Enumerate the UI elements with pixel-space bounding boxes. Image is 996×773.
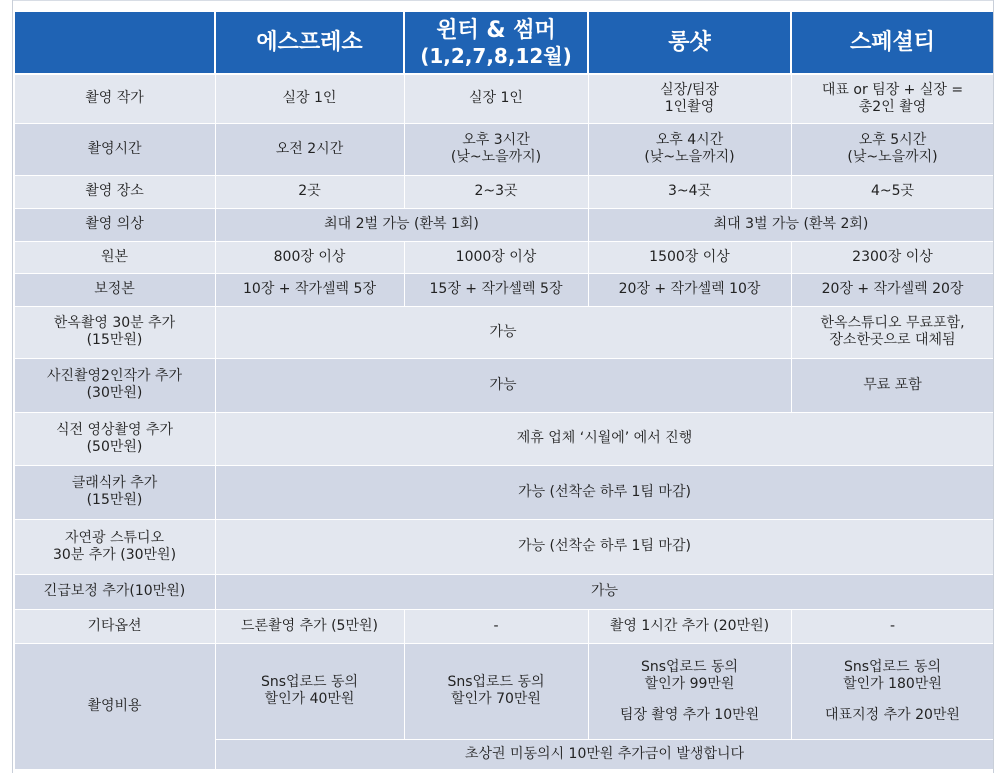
cell: 최대 3벌 가능 (환복 2회) bbox=[588, 208, 994, 241]
row-location bbox=[14, 175, 994, 208]
cell: 가능 (선착순 하루 1팀 마감) bbox=[215, 519, 994, 574]
row-label: 원본 bbox=[14, 241, 215, 273]
cell: 초상권 미동의시 10만원 추가금이 발생합니다 bbox=[215, 739, 994, 769]
row-originals bbox=[14, 241, 994, 273]
row-label: 긴급보정 추가(10만원) bbox=[14, 574, 215, 609]
row-video bbox=[14, 412, 994, 465]
row-time bbox=[14, 123, 994, 175]
row-label: 자연광 스튜디오 30분 추가 (30만원) bbox=[14, 519, 215, 574]
cell: 대표 or 팀장 + 실장 = 총2인 촬영 bbox=[791, 74, 994, 123]
cell: 오후 5시간 (낮~노을까지) bbox=[791, 123, 994, 175]
row-classic-car bbox=[14, 465, 994, 519]
cell: 1500장 이상 bbox=[588, 241, 791, 273]
top-border bbox=[13, 0, 993, 1]
cost-main: Sns업로드 동의 할인가 99만원 bbox=[640, 658, 739, 692]
row-outfit bbox=[14, 208, 994, 241]
header-specialty: 스페셜티 bbox=[791, 11, 994, 74]
cell: 오전 2시간 bbox=[215, 123, 404, 175]
cell: 2~3곳 bbox=[404, 175, 588, 208]
cell: 10장 + 작가셀렉 5장 bbox=[215, 273, 404, 306]
cell: 20장 + 작가셀렉 10장 bbox=[588, 273, 791, 306]
cell: 최대 2벌 가능 (환복 1회) bbox=[215, 208, 588, 241]
header-winter-summer-months: (1,2,7,8,12월) bbox=[420, 43, 572, 68]
cell: 4~5곳 bbox=[791, 175, 994, 208]
row-label: 촬영 작가 bbox=[14, 74, 215, 123]
header-longshot: 롱샷 bbox=[588, 11, 791, 74]
row-urgent bbox=[14, 574, 994, 609]
cell: 1000장 이상 bbox=[404, 241, 588, 273]
row-label: 한옥촬영 30분 추가 (15만원) bbox=[14, 306, 215, 358]
cell: 20장 + 작가셀렉 20장 bbox=[791, 273, 994, 306]
row-label: 기타옵션 bbox=[14, 609, 215, 643]
row-hanbok bbox=[14, 306, 994, 358]
cell: 무료 포함 bbox=[791, 358, 994, 412]
cell: 제휴 업체 ‘시월에’ 에서 진행 bbox=[215, 412, 994, 465]
cell: 실장/팀장 1인촬영 bbox=[588, 74, 791, 123]
cell: 2곳 bbox=[215, 175, 404, 208]
cell: 드론촬영 추가 (5만원) bbox=[215, 609, 404, 643]
cell: 실장 1인 bbox=[215, 74, 404, 123]
cell: Sns업로드 동의 할인가 40만원 bbox=[215, 643, 404, 739]
cell: Sns업로드 동의 할인가 70만원 bbox=[404, 643, 588, 739]
header-winter-summer-title: 윈터 & 썸머 bbox=[436, 17, 556, 43]
cost-extra: 팀장 촬영 추가 10만원 bbox=[619, 706, 760, 723]
header-winter-summer bbox=[404, 11, 588, 74]
spacer bbox=[595, 693, 785, 707]
spacer bbox=[798, 693, 988, 707]
header-corner bbox=[14, 11, 215, 74]
cell: 오후 3시간 (낮~노을까지) bbox=[404, 123, 588, 175]
header-row bbox=[14, 11, 994, 74]
header-espresso: 에스프레소 bbox=[215, 11, 404, 74]
cost-main: Sns업로드 동의 할인가 180만원 bbox=[843, 658, 942, 692]
cell: 2300장 이상 bbox=[791, 241, 994, 273]
cell: 오후 4시간 (낮~노을까지) bbox=[588, 123, 791, 175]
row-label: 사진촬영2인작가 추가 (30만원) bbox=[14, 358, 215, 412]
cost-extra: 대표지정 추가 20만원 bbox=[825, 706, 960, 723]
cell: 한옥스튜디오 무료포함, 장소한곳으로 대체됨 bbox=[791, 306, 994, 358]
cell: 15장 + 작가셀렉 5장 bbox=[404, 273, 588, 306]
row-other-options bbox=[14, 609, 994, 643]
row-label: 촬영시간 bbox=[14, 123, 215, 175]
cell bbox=[588, 643, 791, 739]
cell: - bbox=[404, 609, 588, 643]
row-label: 클래식카 추가 (15만원) bbox=[14, 465, 215, 519]
row-label: 촬영 장소 bbox=[14, 175, 215, 208]
cell: 가능 (선착순 하루 1팀 마감) bbox=[215, 465, 994, 519]
row-natural-studio bbox=[14, 519, 994, 574]
cell: 가능 bbox=[215, 306, 791, 358]
row-label: 촬영 의상 bbox=[14, 208, 215, 241]
row-label: 촬영비용 bbox=[14, 643, 215, 769]
cell: - bbox=[791, 609, 994, 643]
cell: 가능 bbox=[215, 574, 994, 609]
package-comparison-table bbox=[13, 10, 994, 770]
row-label: 식전 영상촬영 추가 (50만원) bbox=[14, 412, 215, 465]
row-retouched bbox=[14, 273, 994, 306]
cell: 3~4곳 bbox=[588, 175, 791, 208]
row-second-photographer bbox=[14, 358, 994, 412]
row-cost bbox=[14, 643, 994, 739]
cell: 800장 이상 bbox=[215, 241, 404, 273]
row-label: 보정본 bbox=[14, 273, 215, 306]
cell: 가능 bbox=[215, 358, 791, 412]
row-photographer bbox=[14, 74, 994, 123]
price-sheet bbox=[12, 0, 994, 773]
cell: 실장 1인 bbox=[404, 74, 588, 123]
cell bbox=[791, 643, 994, 739]
cell: 촬영 1시간 추가 (20만원) bbox=[588, 609, 791, 643]
